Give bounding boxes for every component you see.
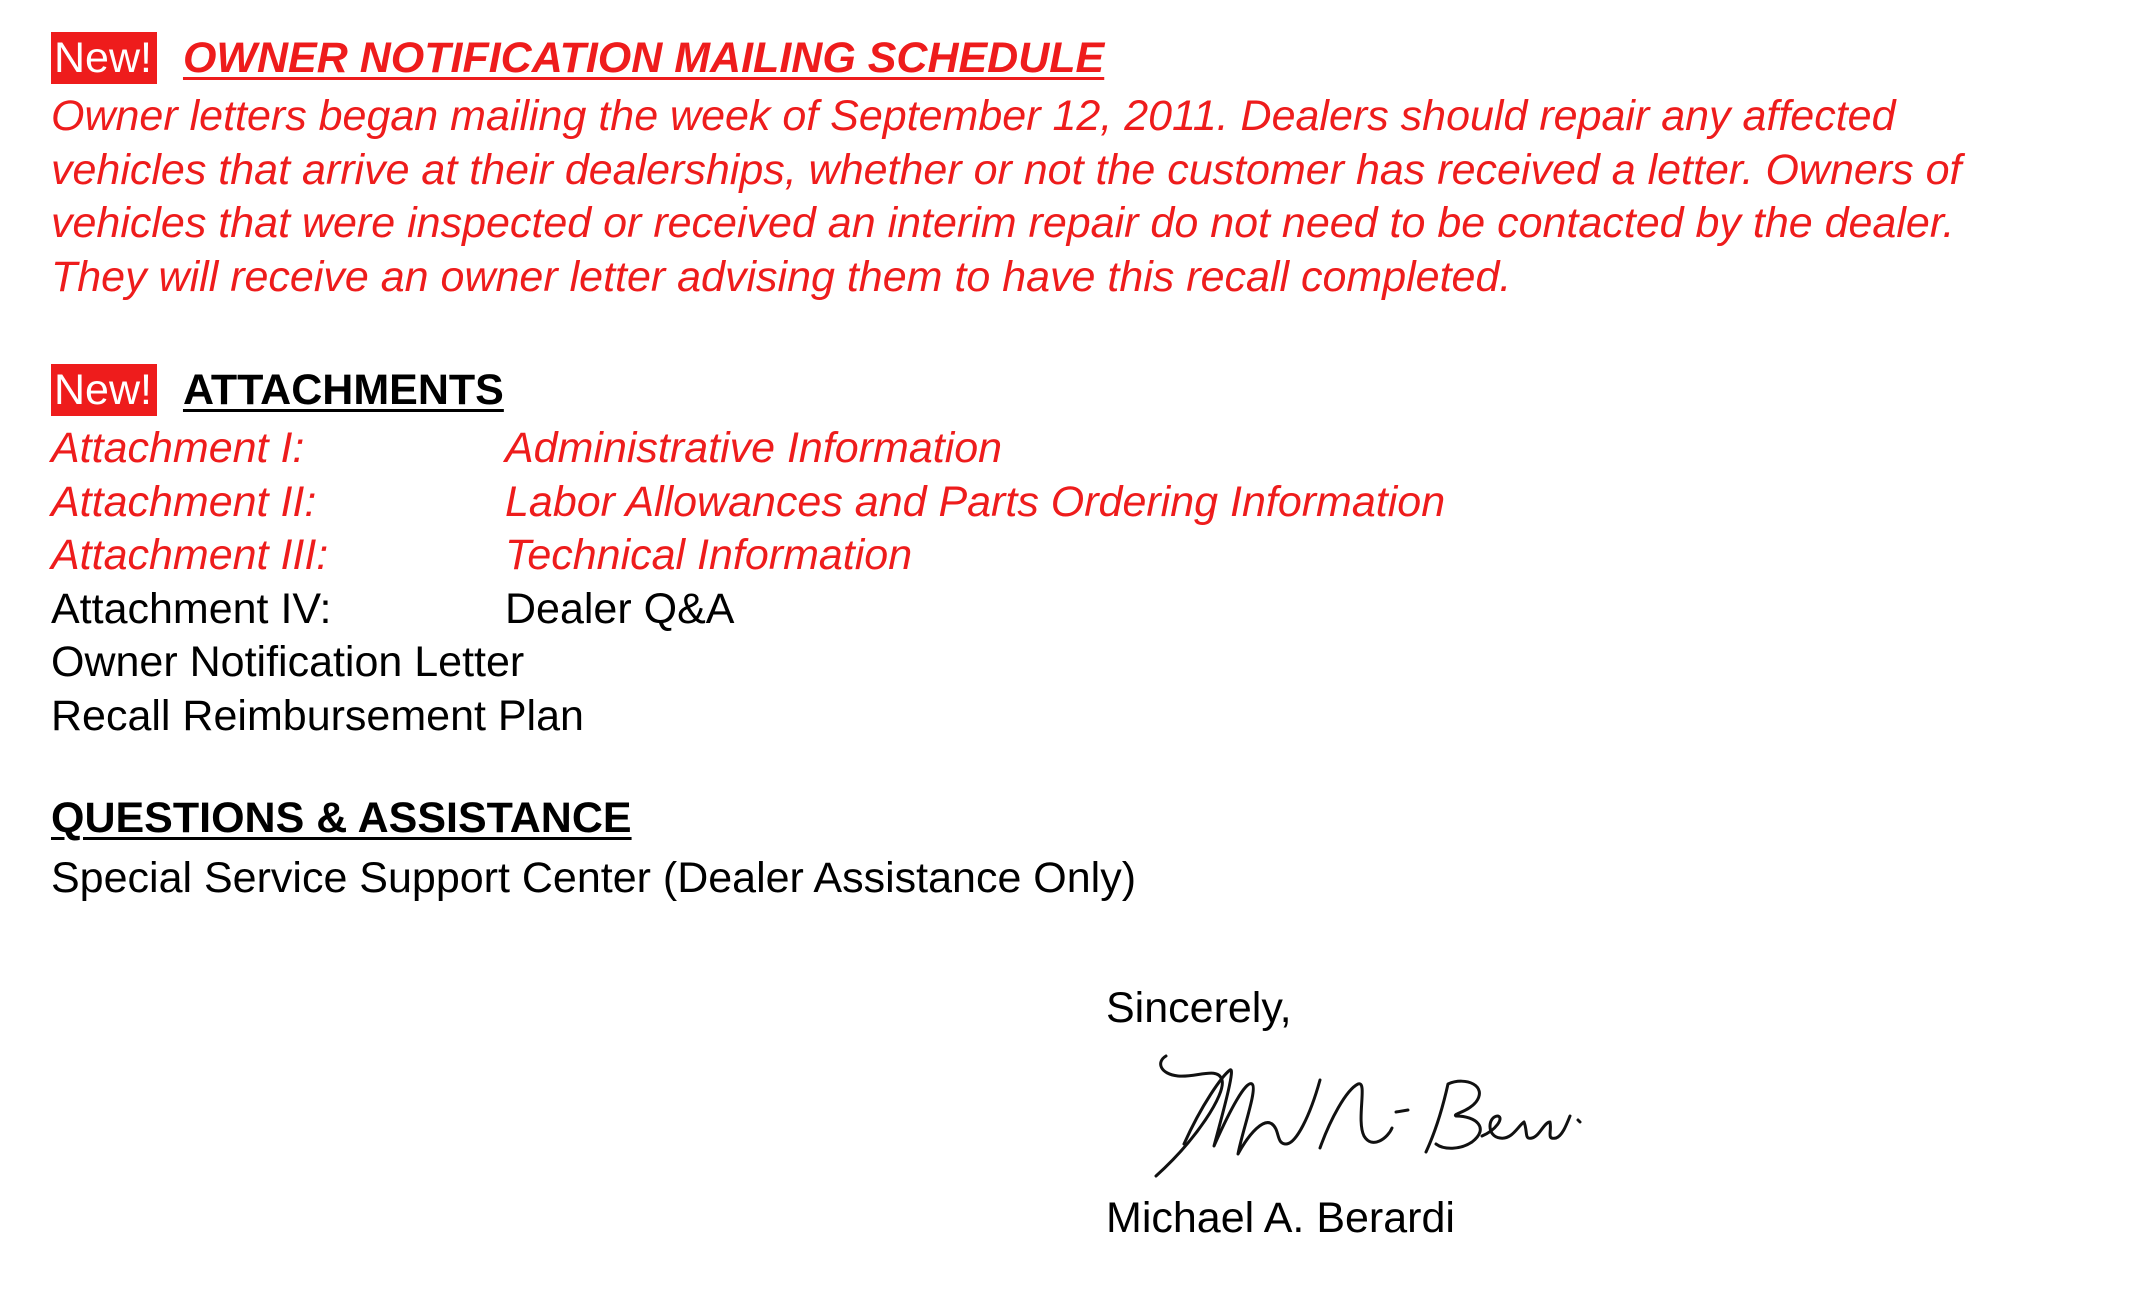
mailing-schedule-heading: [51, 32, 2131, 84]
enclosure-item: Owner Notification Letter: [51, 638, 525, 687]
signer-name: Michael A. Berardi: [1106, 1194, 1455, 1242]
mailing-schedule-paragraph: [51, 90, 2131, 304]
signature-block: [1106, 980, 1906, 1246]
mailing-schedule-section: [51, 32, 2131, 304]
new-badge: New!: [51, 364, 157, 416]
paragraph-line: vehicles that arrive at their dealerships, whether or not the customer has received a letter. Owners of: [51, 145, 1962, 194]
attachment-label: Attachment III:: [51, 531, 329, 580]
attachment-item: [51, 529, 2131, 583]
attachment-description: Technical Information: [505, 531, 913, 580]
questions-title: QUESTIONS & ASSISTANCE: [51, 793, 632, 842]
attachment-description: Dealer Q&A: [505, 584, 735, 633]
questions-section: [51, 792, 2131, 906]
new-badge: New!: [51, 32, 157, 84]
attachments-list: [51, 422, 2131, 744]
paragraph-line: Owner letters began mailing the week of September 12, 2011. Dealers should repair any affected: [51, 92, 1896, 140]
attachment-label: Attachment IV:: [51, 584, 332, 633]
mailing-schedule-title: OWNER NOTIFICATION MAILING SCHEDULE: [182, 33, 1105, 82]
questions-contact-text: Special Service Support Center (Dealer Assistance Only): [51, 854, 1137, 902]
attachments-heading: [51, 364, 2131, 416]
attachment-item: [51, 476, 2131, 530]
paragraph-line: vehicles that were inspected or received an interim repair do not need to be contacted by the dealer.: [51, 199, 1955, 248]
attachment-item: [51, 422, 2131, 476]
questions-heading: [51, 792, 2131, 844]
paragraph-line: They will receive an owner letter advising them to have this recall completed.: [51, 252, 1512, 301]
enclosure-item: Recall Reimbursement Plan: [51, 691, 584, 740]
handwritten-signature: [1126, 1040, 1596, 1190]
attachments-section: [51, 364, 2131, 744]
attachment-item: [51, 583, 2131, 637]
attachment-description: Administrative Information: [505, 424, 1003, 472]
attachment-label: Attachment II:: [51, 477, 317, 526]
attachment-label: Attachment I:: [51, 424, 305, 472]
attachments-title: ATTACHMENTS: [182, 365, 504, 414]
closing-salutation: Sincerely,: [1106, 984, 1292, 1032]
attachment-description: Labor Allowances and Parts Ordering Information: [505, 477, 1446, 526]
